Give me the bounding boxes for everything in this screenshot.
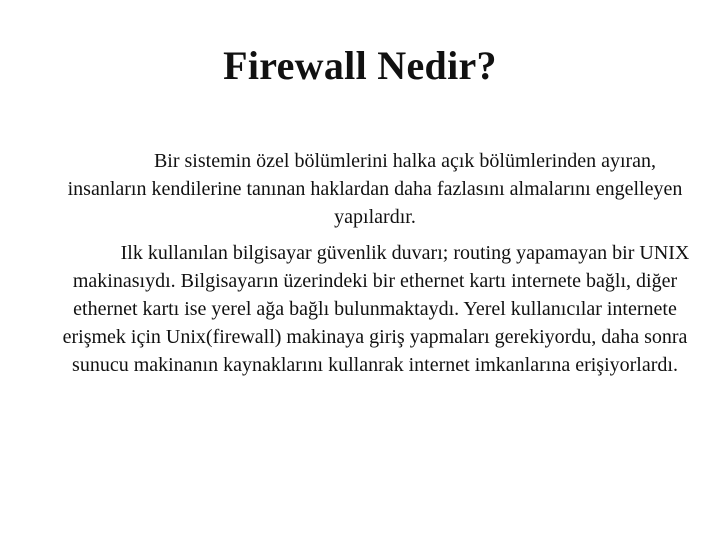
paragraph-history: Ilk kullanılan bilgisayar güvenlik duvarı; routing yapamayan bir UNIX makinasıydı. Bilgisayarın üzerindeki bir ethernet kartı internete bağlı, diğer ethernet kartı ise yerel ağa bağlı bulunmaktaydı. Yerel kullanıcılar internete erişmek için Unix(firewall) makinaya giriş yapmaları gerekiyordu, daha sonra sunucu makinanın kaynaklarını kullanrak internet imkanlarına erişiyorlardı. xyxy=(62,242,690,376)
paragraph-definition: Bir sistemin özel bölümlerini halka açık bölümlerinden ayıran, insanların kendilerine tanınan haklardan daha fazlasını almalarını engelleyen yapılardır. xyxy=(67,150,683,228)
slide-title: Firewall Nedir? xyxy=(223,43,497,88)
slide-body xyxy=(60,147,690,379)
